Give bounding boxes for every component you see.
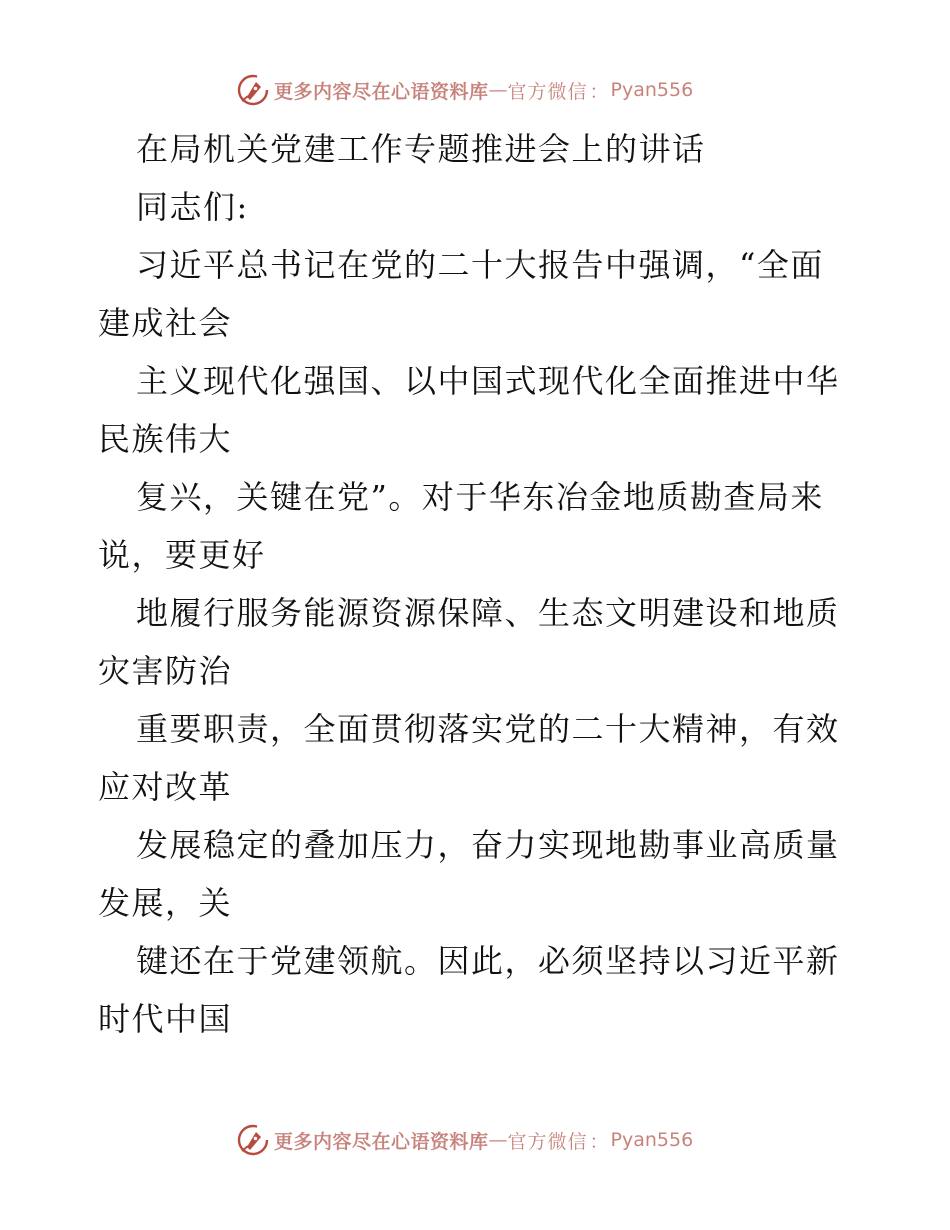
watermark-wechat-label: 官方微信	[507, 80, 588, 103]
body-line: 时代中国	[98, 1000, 233, 1038]
watermark-wechat-label: 官方微信	[507, 1130, 588, 1153]
body-line: 发展稳定的叠加压力，奋力实现地勘事业高质量	[136, 826, 840, 864]
body-line: 发展，关	[98, 884, 233, 922]
watermark-colon: ：	[589, 1130, 609, 1153]
body-line: 民族伟大	[98, 420, 233, 458]
body-line: 建成社会	[98, 304, 233, 342]
body-line: 复兴，关键在党”。对于华东冶金地质勘查局来	[136, 478, 824, 516]
document-body	[98, 120, 858, 1048]
salutation: 同志们:	[136, 188, 249, 226]
body-line: 地履行服务能源资源保障、生态文明建设和地质	[136, 594, 840, 632]
watermark-wechat-id: Pyan556	[610, 79, 694, 101]
watermark-separator: —	[488, 1129, 508, 1151]
body-line: 灾害防治	[98, 652, 233, 690]
pen-nib-logo-icon	[236, 73, 270, 107]
footer-watermark	[236, 1122, 693, 1158]
pen-nib-logo-icon	[236, 1123, 270, 1157]
watermark-main-text: 更多内容尽在心语资料库	[274, 80, 489, 103]
document-title: 在局机关党建工作专题推进会上的讲话	[136, 130, 706, 168]
body-line: 习近平总书记在党的二十大报告中强调，“全面	[136, 246, 824, 284]
watermark-colon: ：	[589, 80, 609, 103]
watermark-main-text: 更多内容尽在心语资料库	[274, 1130, 489, 1153]
body-line: 主义现代化强国、以中国式现代化全面推进中华	[136, 362, 840, 400]
header-watermark	[236, 72, 693, 108]
watermark-wechat-id: Pyan556	[610, 1129, 694, 1151]
body-line: 重要职责，全面贯彻落实党的二十大精神，有效	[136, 710, 840, 748]
body-line: 说，要更好	[98, 536, 266, 574]
body-line: 键还在于党建领航。因此，必须坚持以习近平新	[136, 942, 840, 980]
body-line: 应对改革	[98, 768, 233, 806]
watermark-separator: —	[488, 79, 508, 101]
